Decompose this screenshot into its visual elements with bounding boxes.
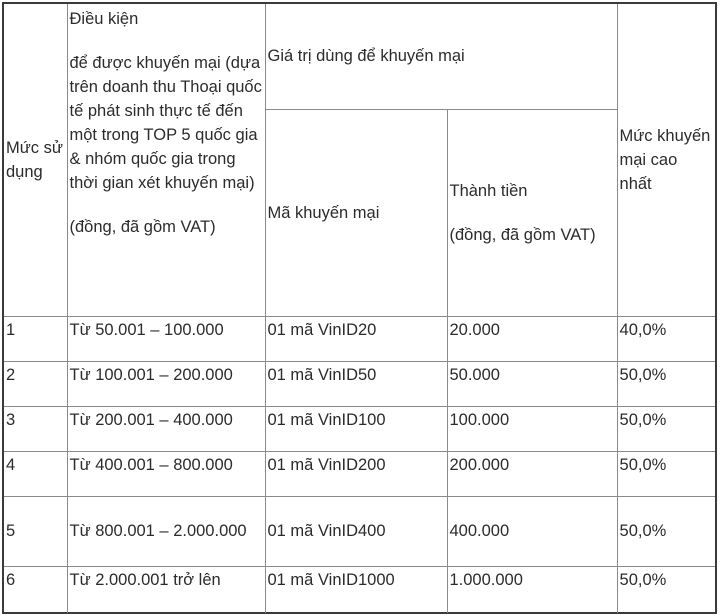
cell-promo-code: 01 mã VinID50	[265, 361, 447, 406]
table-row	[4, 496, 715, 566]
cell-promo-code: 01 mã VinID200	[265, 451, 447, 496]
cell-amount: 100.000	[447, 406, 617, 451]
cell-promo-code: 01 mã VinID100	[265, 406, 447, 451]
cell-amount: 50.000	[447, 361, 617, 406]
cell-condition: Từ 200.001 – 400.000	[67, 406, 265, 451]
header-condition-unit: (đồng, đã gồm VAT)	[69, 218, 216, 236]
header-amount	[447, 109, 617, 316]
cell-condition: Từ 100.001 – 200.000	[67, 361, 265, 406]
header-promo-value-group	[265, 4, 617, 109]
cell-amount: 400.000	[447, 496, 617, 566]
cell-max-rate: 50,0%	[617, 406, 715, 451]
header-level	[4, 4, 67, 316]
cell-max-rate: 50,0%	[617, 566, 715, 613]
cell-level: 3	[4, 406, 67, 451]
header-promo-code	[265, 109, 447, 316]
header-condition-description: để được khuyến mại (dựa trên doanh thu Thoại quốc tế phát sinh thực tế đến một trong TOP 5 quốc gia & nhóm quốc gia trong thời gian xét khuyến mại)	[69, 54, 262, 192]
cell-level: 2	[4, 361, 67, 406]
cell-promo-code: 01 mã VinID1000	[265, 566, 447, 613]
cell-condition: Từ 400.001 – 800.000	[67, 451, 265, 496]
cell-amount: 1.000.000	[447, 566, 617, 613]
cell-amount: 200.000	[447, 451, 617, 496]
cell-condition: Từ 50.001 – 100.000	[67, 316, 265, 361]
table-row	[4, 451, 715, 496]
cell-promo-code: 01 mã VinID20	[265, 316, 447, 361]
table-row	[4, 566, 715, 613]
header-promo-value-group-label: Giá trị dùng để khuyến mại	[267, 47, 465, 66]
cell-max-rate: 50,0%	[617, 361, 715, 406]
cell-condition: Từ 800.001 – 2.000.000	[67, 496, 265, 566]
cell-max-rate: 50,0%	[617, 451, 715, 496]
header-condition	[67, 4, 265, 316]
header-promo-code-label: Mã khuyến mại	[267, 203, 380, 222]
cell-level: 6	[4, 566, 67, 613]
cell-level: 1	[4, 316, 67, 361]
header-amount-title: Thành tiền	[449, 181, 528, 200]
cell-max-rate: 40,0%	[617, 316, 715, 361]
table-row	[4, 316, 715, 361]
table-row	[4, 406, 715, 451]
promotion-table	[4, 4, 715, 613]
header-max-rate-label: Mức khuyến mại cao nhất	[619, 126, 711, 193]
header-condition-title: Điều kiện	[69, 10, 139, 28]
promotion-table-container	[2, 2, 717, 614]
cell-amount: 20.000	[447, 316, 617, 361]
cell-condition: Từ 2.000.001 trở lên	[67, 566, 265, 613]
header-row-1	[4, 4, 715, 109]
header-level-label: Mức sử dụng	[6, 138, 63, 181]
table-row	[4, 361, 715, 406]
cell-level: 5	[4, 496, 67, 566]
cell-promo-code: 01 mã VinID400	[265, 496, 447, 566]
header-amount-unit: (đồng, đã gồm VAT)	[449, 225, 596, 244]
cell-max-rate: 50,0%	[617, 496, 715, 566]
header-max-rate	[617, 4, 715, 316]
cell-level: 4	[4, 451, 67, 496]
